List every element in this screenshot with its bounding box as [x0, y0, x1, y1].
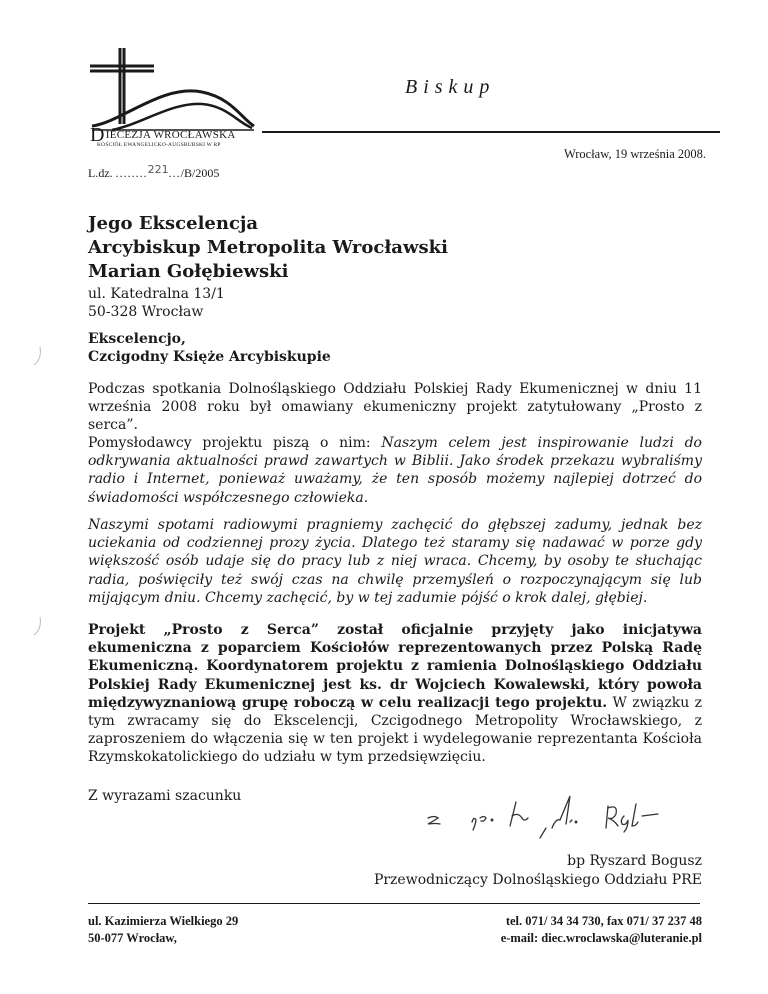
signer-title: Przewodniczący Dolnośląskiego Oddziału PRE — [373, 872, 702, 888]
address-street: ul. Katedralna 13/1 — [88, 286, 225, 302]
logo-name: DIECEZJA WROCŁAWSKA — [90, 124, 236, 146]
paragraph-quote: Naszym celem jest inspirowanie ludzi do odkrywania aktualności prawd zawartych w Biblii. Jako środek przekazu wybraliśmy radio i Internet, ponieważ uważamy, że ten sposób możemy najlepiej dotrzeć do świadomości współczesnego człowieka. — [88, 435, 702, 506]
letterhead-heading: Biskup — [405, 76, 496, 98]
salutation-line: Czcigodny Księże Arcybiskupie — [88, 349, 331, 365]
punch-hole-marks — [30, 345, 50, 665]
recipient-address — [88, 285, 225, 321]
paragraph — [88, 434, 702, 507]
salutation — [88, 330, 331, 366]
recipient-office: Arcybiskup Metropolita Wrocławski — [88, 237, 448, 258]
place-date: Wrocław, 19 września 2008. — [563, 147, 706, 161]
header-divider — [262, 131, 720, 133]
address-city: 50-328 Wrocław — [88, 304, 204, 320]
footer-contact — [501, 913, 702, 946]
footer-phone: tel. 071/ 34 34 730, fax 071/ 37 237 48 — [505, 914, 702, 928]
paragraph: Podczas spotkania Dolnośląskiego Oddziału Polskiej Rady Ekumenicznej w dniu 11 września 2008 roku był omawiany ekumeniczny projekt zatytułowany „Prosto z serca”. — [88, 381, 702, 434]
closing: Z wyrazami szacunku — [88, 788, 242, 804]
paragraph — [88, 621, 702, 767]
signer-name: bp Ryszard Bogusz — [567, 853, 702, 869]
paragraph-text: W związku z tym zwracamy się do Ekscelencji, Czcigodnego Metropolity Wrocławskiego, z zaproszeniem do włączenia się w ten projekt i wydelegowanie reprezentanta Kościoła Rzymskokatolickiego do udziału w tym przedsięwzięciu. — [88, 694, 702, 766]
paragraph-bold: Projekt „Prosto z Serca” został oficjalnie przyjęty jako inicjatywa ekumeniczna z poparciem Kościołów reprezentowanych przez Polską Radę Ekumeniczną. Koordynatorem projektu z ramienia Dolnośląskiego Oddziału Polskiej Rady Ekumenicznej jest ks. dr Wojciech Kowalewski, który powoła międzywyznaniową grupę roboczą w celu realizacji tego projektu. — [88, 622, 702, 711]
footer-address — [88, 913, 238, 946]
footer-street: ul. Kazimierza Wielkiego 29 — [88, 914, 239, 928]
recipient-title: Jego Ekscelencja — [88, 213, 259, 234]
reference-number: L.dz. ........221.../B/2005 — [88, 163, 220, 180]
recipient-name: Marian Gołębiewski — [88, 261, 289, 282]
salutation-line: Ekscelencjo, — [88, 331, 186, 347]
footer-divider — [88, 903, 700, 904]
paragraph-intro: Pomysłodawcy projektu piszą o nim: — [88, 435, 382, 451]
handwritten-signature — [420, 790, 700, 850]
footer-city: 50-077 Wrocław, — [88, 930, 177, 945]
paragraph-quote: Naszymi spotami radiowymi pragniemy zachęcić do głębszej zadumy, jednak bez uciekania od codziennej prozy życia. Dlatego też staramy się nadawać w porze gdy większość osób udaje się do pracy lub z niej wraca. Chcemy, by osoby te słuchając radia, poświęciły też swój czas na chwilę przemyśleń o rozpoczynającym się lub mijającym dniu. Chcemy zachęcić, by w tej zadumie pójść o krok dalej, głębiej. — [88, 517, 702, 606]
recipient-block — [88, 212, 448, 284]
footer-email: e-mail: diec.wroclawska@luteranie.pl — [500, 930, 702, 945]
logo-subtitle: KOŚCIÓŁ EWANGELICKO-AUGSBURSKI W RP — [97, 142, 221, 148]
